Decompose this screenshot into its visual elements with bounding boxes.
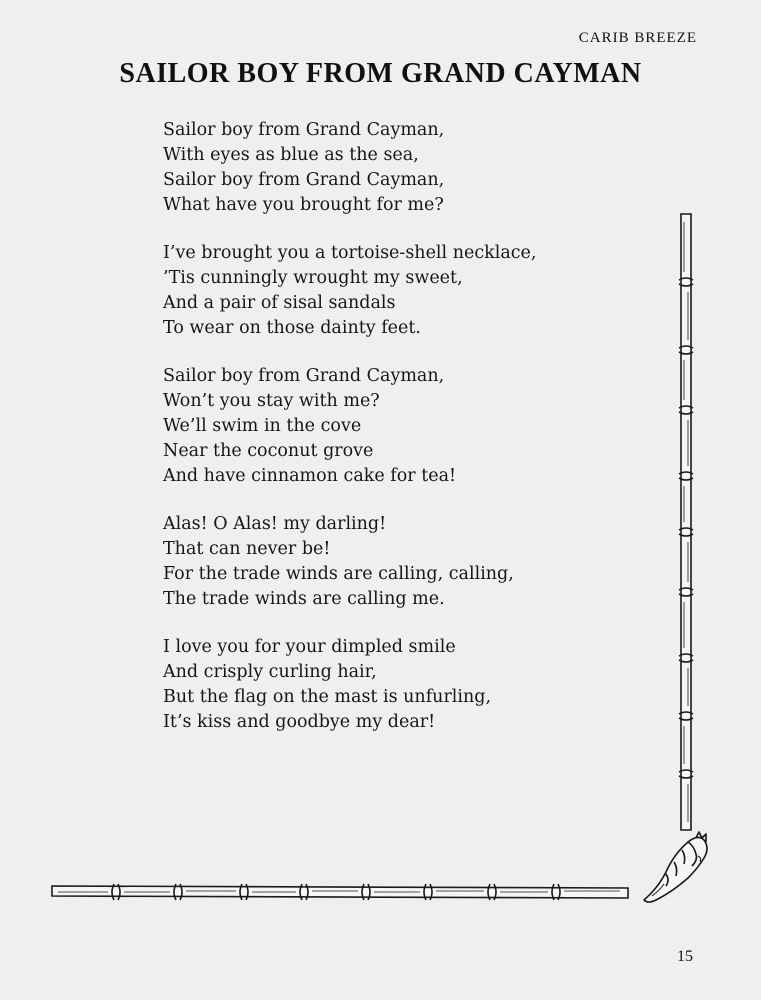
poem-line: And a pair of sisal sandals [163, 293, 396, 313]
page-number: 15 [677, 948, 693, 965]
stanza [163, 512, 633, 612]
stanza [163, 364, 633, 489]
poem-line: Sailor boy from Grand Cayman, [163, 120, 445, 140]
poem-line: What have you brought for me? [163, 195, 444, 215]
poem-line: Won’t you stay with me? [163, 391, 380, 411]
poem-title: SAILOR BOY FROM GRAND CAYMAN [119, 58, 642, 89]
bamboo-icon [50, 880, 630, 904]
poem-line: But the flag on the mast is unfurling, [163, 687, 492, 707]
poem-line: Near the coconut grove [163, 441, 374, 461]
poem-body [163, 118, 633, 758]
poem-line: The trade winds are calling me. [163, 589, 445, 609]
poem-line: Sailor boy from Grand Cayman, [163, 170, 445, 190]
poem-line: And have cinnamon cake for tea! [163, 466, 457, 486]
bamboo-icon [674, 212, 698, 832]
poem-line: I love you for your dimpled smile [163, 637, 456, 657]
poem-line: Alas! O Alas! my darling! [163, 514, 387, 534]
poem-line: We’ll swim in the cove [163, 416, 362, 436]
poem-line: It’s kiss and goodbye my dear! [163, 712, 436, 732]
poem-line: With eyes as blue as the sea, [163, 145, 419, 165]
stanza [163, 118, 633, 218]
stanza [163, 241, 633, 341]
poem-line: And crisply curling hair, [163, 662, 377, 682]
poem-line: That can never be! [163, 539, 331, 559]
poem-line: ’Tis cunningly wrought my sweet, [163, 268, 463, 288]
poem-line: I’ve brought you a tortoise-shell necklace, [163, 243, 537, 263]
poem-line: For the trade winds are calling, calling, [163, 564, 514, 584]
poem-line: Sailor boy from Grand Cayman, [163, 366, 445, 386]
stanza [163, 635, 633, 735]
poem-line: To wear on those dainty feet. [163, 318, 421, 338]
conch-shell-icon [636, 828, 716, 908]
running-head: CARIB BREEZE [578, 30, 697, 46]
